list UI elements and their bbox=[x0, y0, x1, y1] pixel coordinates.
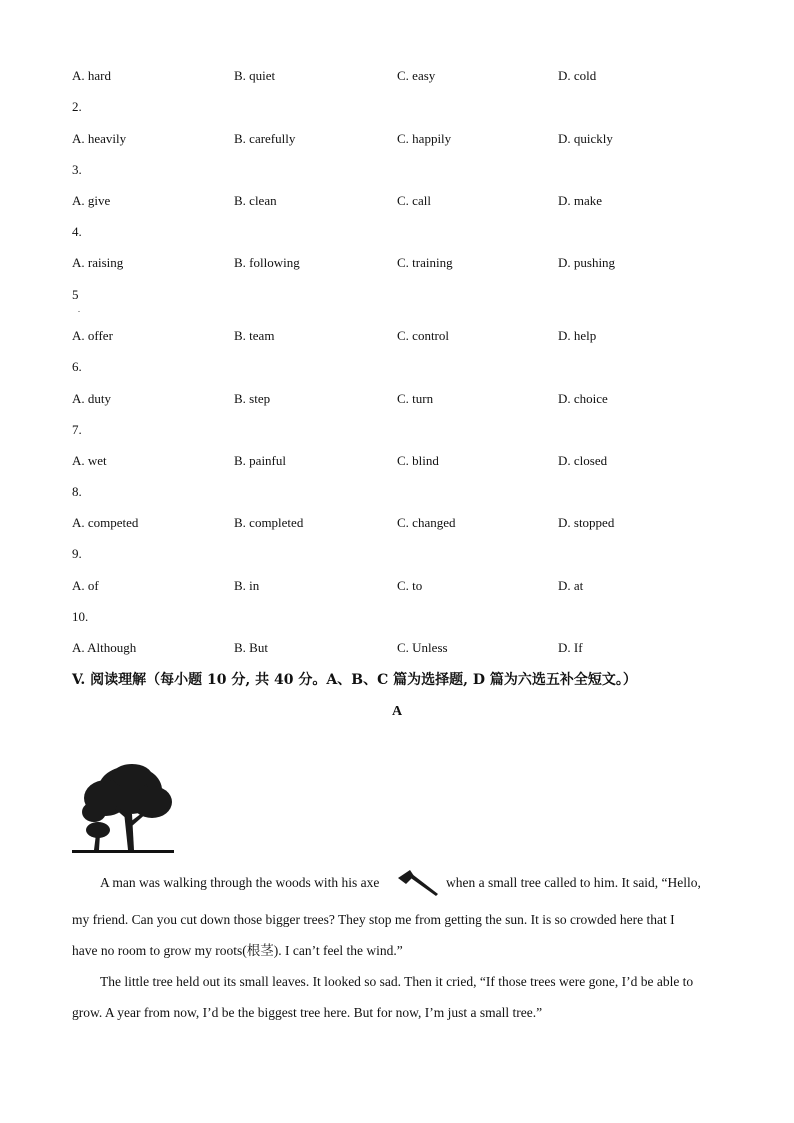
option-b: B. But bbox=[234, 640, 268, 655]
option-b: B. in bbox=[234, 578, 260, 593]
option-d: D. make bbox=[558, 193, 603, 208]
question-3-number: 3. bbox=[72, 162, 82, 177]
option-d: D. cold bbox=[558, 68, 597, 83]
p1-line1-before-axe: A man was walking through the woods with his axe bbox=[100, 875, 380, 890]
question-10-number: 10. bbox=[72, 609, 89, 624]
question-5-dot: . bbox=[78, 305, 80, 314]
option-a: A. of bbox=[72, 578, 99, 593]
question-4-number: 4. bbox=[72, 224, 82, 239]
option-c: C. blind bbox=[397, 453, 439, 468]
option-c: C. call bbox=[397, 193, 431, 208]
option-a: A. Although bbox=[72, 640, 137, 655]
option-d: D. help bbox=[558, 328, 597, 343]
question-8-number: 8. bbox=[72, 484, 82, 499]
tree-illustration bbox=[72, 762, 176, 856]
passage-p1-line3: have no room to grow my roots(根茎). I can’t feel the wind.” bbox=[72, 943, 403, 958]
question-7-number: 7. bbox=[72, 422, 82, 437]
option-a: A. hard bbox=[72, 68, 111, 83]
option-b: B. completed bbox=[234, 515, 304, 530]
question-2-number: 2. bbox=[72, 99, 82, 114]
section-title: V. 阅读理解（每小题 10 分, 共 40 分。A、B、C 篇为选择题, D 篇为六选五补全短文。） bbox=[72, 672, 637, 688]
option-c: C. control bbox=[397, 328, 449, 343]
option-b: B. team bbox=[234, 328, 275, 343]
option-d: D. closed bbox=[558, 453, 608, 468]
option-b: B. following bbox=[234, 255, 300, 270]
option-d: D. choice bbox=[558, 391, 608, 406]
option-c: C. easy bbox=[397, 68, 436, 83]
passage-label: A bbox=[391, 704, 403, 719]
option-c: C. happily bbox=[397, 131, 452, 146]
option-a: A. duty bbox=[72, 391, 111, 406]
option-d: D. at bbox=[558, 578, 584, 593]
question-5-number: 5 bbox=[72, 287, 79, 302]
option-c: C. Unless bbox=[397, 640, 448, 655]
option-a: A. wet bbox=[72, 453, 107, 468]
option-b: B. step bbox=[234, 391, 271, 406]
p1-line1-after-axe: when a small tree called to him. It said, “Hello, bbox=[446, 875, 701, 890]
option-b: B. quiet bbox=[234, 68, 276, 83]
option-a: A. competed bbox=[72, 515, 139, 530]
option-a: A. offer bbox=[72, 328, 113, 343]
option-d: D. pushing bbox=[558, 255, 616, 270]
passage-p2-line2: grow. A year from now, I’d be the biggest tree here. But for now, I’m just a small tree.” bbox=[72, 1005, 543, 1020]
option-b: B. clean bbox=[234, 193, 277, 208]
option-b: B. painful bbox=[234, 453, 286, 468]
question-6-number: 6. bbox=[72, 359, 82, 374]
option-a: A. raising bbox=[72, 255, 124, 270]
option-d: D. stopped bbox=[558, 515, 615, 530]
option-c: C. to bbox=[397, 578, 423, 593]
option-c: C. turn bbox=[397, 391, 434, 406]
passage-p1-line1-rest bbox=[446, 873, 726, 893]
option-a: A. heavily bbox=[72, 131, 127, 146]
option-d: D. quickly bbox=[558, 131, 613, 146]
axe-icon bbox=[396, 868, 440, 898]
option-c: C. changed bbox=[397, 515, 456, 530]
option-a: A. give bbox=[72, 193, 111, 208]
option-c: C. training bbox=[397, 255, 453, 270]
passage-p1-line2: my friend. Can you cut down those bigger trees? They stop me from getting the sun. It is so crowded here that I bbox=[72, 912, 675, 927]
option-d: D. If bbox=[558, 640, 583, 655]
question-9-number: 9. bbox=[72, 546, 82, 561]
passage-p2-line1: The little tree held out its small leaves. It looked so sad. Then it cried, “If those trees were gone, I’d be able to bbox=[100, 974, 694, 989]
option-b: B. carefully bbox=[234, 131, 296, 146]
